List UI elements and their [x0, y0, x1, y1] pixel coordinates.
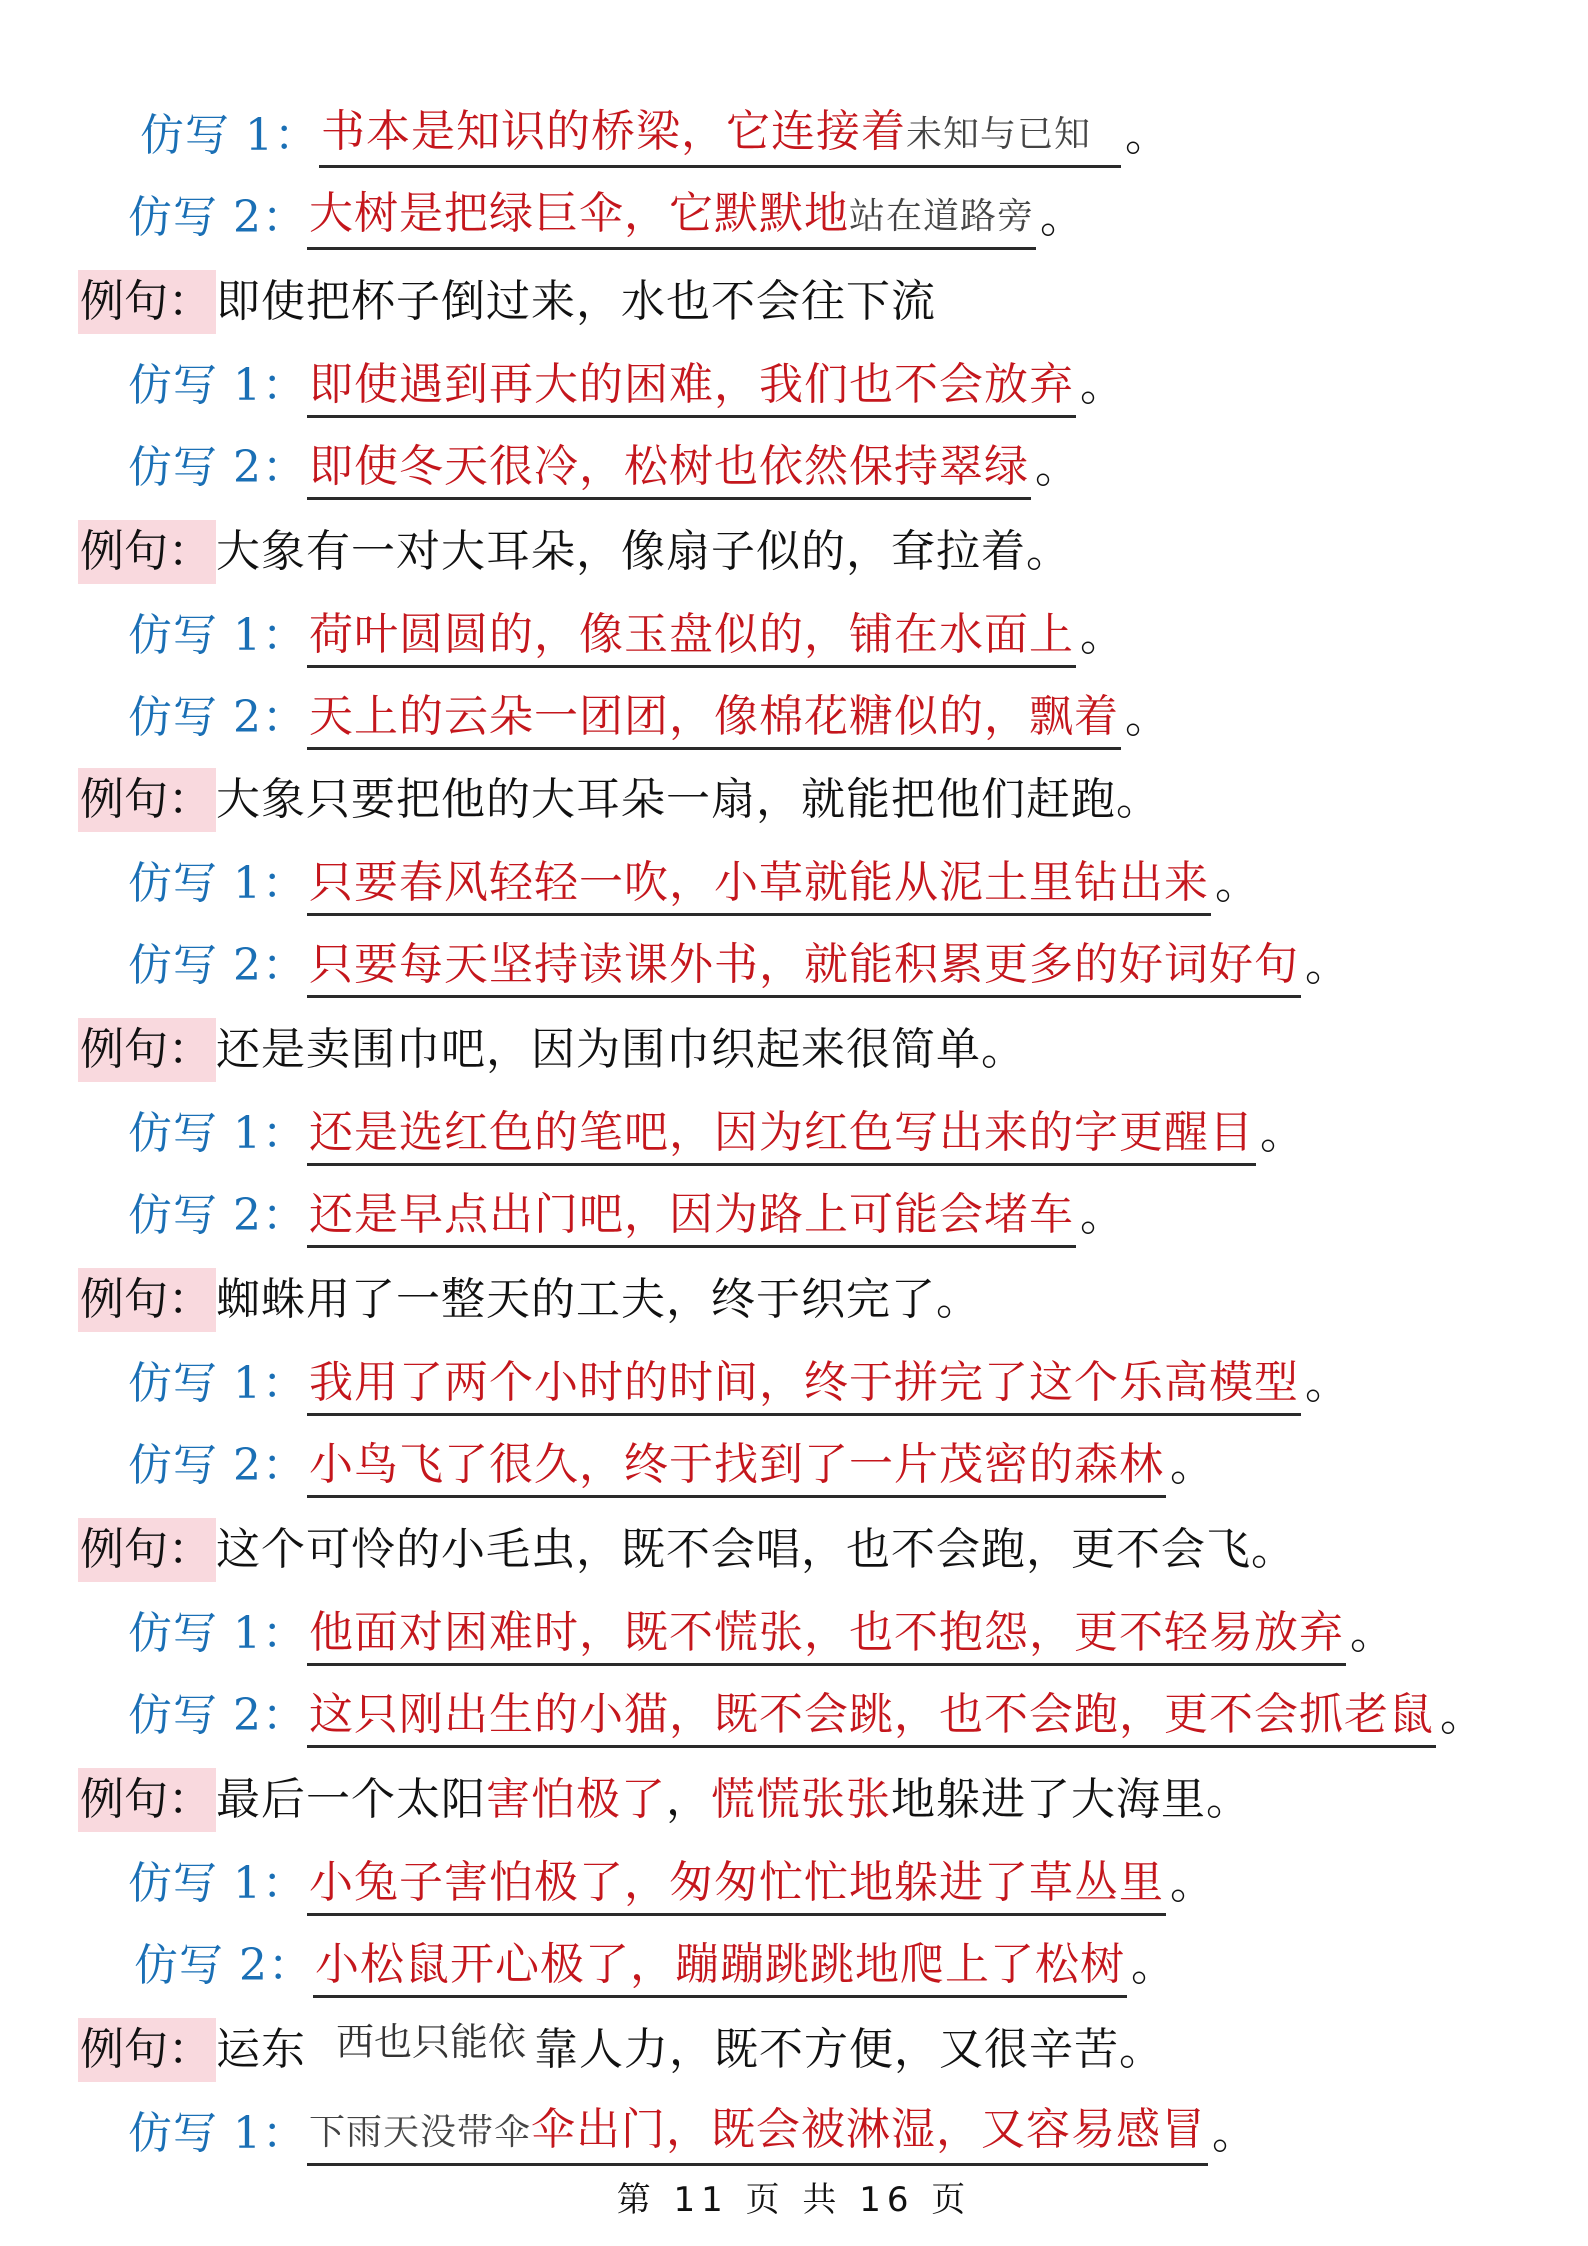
sentence-end: 。: [1169, 1858, 1214, 1909]
answer-text: 小鸟飞了很久，终于找到了一片茂密的森林: [307, 1435, 1166, 1498]
imitation-line: [128, 918, 1349, 998]
answer-text: 下雨天没带伞伞出门，既会被淋湿，又容易感冒: [307, 2100, 1208, 2166]
example-line: [78, 504, 1071, 584]
imitation-line: [128, 1168, 1124, 1248]
answer-text: 小松鼠开心极了，蹦蹦跳跳地爬上了松树: [313, 1935, 1127, 1998]
sentence-end: 。: [1439, 1690, 1484, 1741]
answer-text: 即使遇到再大的困难，我们也不会放弃: [307, 355, 1076, 418]
answer-text: 只要每天坚持读课外书，就能积累更多的好词好句: [307, 935, 1301, 998]
example-label: 例句：: [78, 2018, 216, 2082]
example-label: 例句：: [78, 1018, 216, 1082]
imitation-label: 仿写 2：: [128, 442, 307, 493]
example-text: 运东 靠人力，既不方便，又很辛苦。: [216, 2024, 1164, 2075]
example-label: 例句：: [78, 270, 216, 334]
imitation-line: [128, 1086, 1304, 1166]
sentence-end: 。: [1349, 1608, 1394, 1659]
imitation-line: [128, 420, 1079, 500]
example-text: 大象只要把他的大耳朵一扇，就能把他们赶跑。: [216, 774, 1161, 825]
answer-text: 只要春风轻轻一吹，小草就能从泥土里钻出来: [307, 853, 1211, 916]
imitation-label: 仿写 1：: [128, 1108, 307, 1159]
answer-text: 天上的云朵一团团，像棉花糖似的，飘着: [307, 687, 1121, 750]
example-line: [78, 1502, 1296, 1582]
example-label: 例句：: [78, 768, 216, 832]
imitation-label: 仿写 1：: [128, 2108, 307, 2159]
answer-text: 书本是知识的桥梁，它连接着未知与已知: [319, 102, 1121, 168]
sentence-end: 。: [1079, 360, 1124, 411]
handwritten-answer: 站在道路旁: [848, 196, 1034, 237]
example-text: 蜘蛛用了一整天的工夫，终于织完了。: [216, 1274, 981, 1325]
handwritten-answer: 下雨天没带伞: [308, 2112, 531, 2153]
page-footer: 第 11 页 共 16 页: [616, 2180, 972, 2220]
sentence-end: 。: [1212, 2108, 1256, 2159]
highlight-phrase: 害怕极了: [486, 1774, 666, 1825]
imitation-label: 仿写 2：: [128, 1690, 307, 1741]
example-text: 最后一个太阳害怕极了，慌慌张张地躲进了大海里。: [216, 1774, 1251, 1825]
answer-text: 小兔子害怕极了，匆匆忙忙地躲进了草丛里: [307, 1853, 1166, 1916]
example-text: 大象有一对大耳朵，像扇子似的，耷拉着。: [216, 526, 1071, 577]
example-line: [78, 1252, 981, 1332]
imitation-line: [128, 2086, 1256, 2166]
imitation-line: [128, 670, 1169, 750]
imitation-label: 仿写 2：: [134, 1940, 313, 1991]
example-label: 例句：: [78, 1518, 216, 1582]
imitation-label: 仿写 2：: [128, 192, 307, 243]
answer-text: 还是早点出门吧，因为路上可能会堵车: [307, 1185, 1076, 1248]
pasted-text-overlay: 西也只能依: [336, 2020, 527, 2064]
imitation-label: 仿写 1：: [128, 1608, 307, 1659]
example-line: [78, 1002, 1026, 1082]
answer-text: 即使冬天很冷，松树也依然保持翠绿: [307, 437, 1031, 500]
sentence-end: 。: [1040, 192, 1084, 243]
imitation-line: [128, 1668, 1484, 1748]
highlight-phrase: 慌慌张张: [711, 1774, 891, 1825]
imitation-label: 仿写 1：: [128, 858, 307, 909]
example-line: [78, 752, 1161, 832]
example-line: [78, 1752, 1251, 1832]
example-label: 例句：: [78, 1268, 216, 1332]
imitation-line: [128, 1836, 1214, 1916]
answer-text: 他面对困难时，既不慌张，也不抱怨，更不轻易放弃: [307, 1603, 1346, 1666]
sentence-end: 。: [1079, 1190, 1124, 1241]
answer-text: 我用了两个小时的时间，终于拼完了这个乐高模型: [307, 1353, 1301, 1416]
example-text: 这个可怜的小毛虫，既不会唱，也不会跑，更不会飞。: [216, 1524, 1296, 1575]
imitation-line: [128, 170, 1084, 250]
example-label: 例句：: [78, 520, 216, 584]
imitation-line: [128, 1336, 1349, 1416]
sentence-end: 。: [1124, 692, 1169, 743]
imitation-label: 仿写 1：: [140, 110, 319, 161]
imitation-line: [134, 1918, 1175, 1998]
sentence-end: 。: [1034, 442, 1079, 493]
imitation-line: [128, 1418, 1214, 1498]
answer-text: 这只刚出生的小猫，既不会跳，也不会跑，更不会抓老鼠: [307, 1685, 1436, 1748]
imitation-label: 仿写 1：: [128, 610, 307, 661]
sentence-end: 。: [1169, 1440, 1214, 1491]
sentence-end: 。: [1304, 940, 1349, 991]
sentence-end: 。: [1125, 110, 1169, 161]
imitation-label: 仿写 1：: [128, 1858, 307, 1909]
answer-text: 大树是把绿巨伞，它默默地站在道路旁: [307, 184, 1036, 250]
example-text: 即使把杯子倒过来，水也不会往下流: [216, 276, 936, 327]
imitation-line: [128, 1586, 1394, 1666]
answer-text: 荷叶圆圆的，像玉盘似的，铺在水面上: [307, 605, 1076, 668]
sentence-end: 。: [1130, 1940, 1175, 1991]
imitation-label: 仿写 1：: [128, 1358, 307, 1409]
sentence-end: 。: [1304, 1358, 1349, 1409]
example-line: [78, 2002, 1164, 2082]
imitation-label: 仿写 1：: [128, 360, 307, 411]
example-line: [78, 254, 936, 334]
answer-text: 还是选红色的笔吧，因为红色写出来的字更醒目: [307, 1103, 1256, 1166]
imitation-label: 仿写 2：: [128, 692, 307, 743]
imitation-line: [128, 338, 1124, 418]
sentence-end: 。: [1214, 858, 1259, 909]
imitation-label: 仿写 2：: [128, 1440, 307, 1491]
imitation-label: 仿写 2：: [128, 1190, 307, 1241]
imitation-line: [140, 88, 1169, 168]
sentence-end: 。: [1259, 1108, 1304, 1159]
imitation-line: [128, 588, 1124, 668]
sentence-end: 。: [1079, 610, 1124, 661]
handwritten-answer: 未知与已知: [905, 114, 1091, 155]
imitation-label: 仿写 2：: [128, 940, 307, 991]
example-text: 还是卖围巾吧，因为围巾织起来很简单。: [216, 1024, 1026, 1075]
imitation-line: [128, 836, 1259, 916]
example-label: 例句：: [78, 1768, 216, 1832]
